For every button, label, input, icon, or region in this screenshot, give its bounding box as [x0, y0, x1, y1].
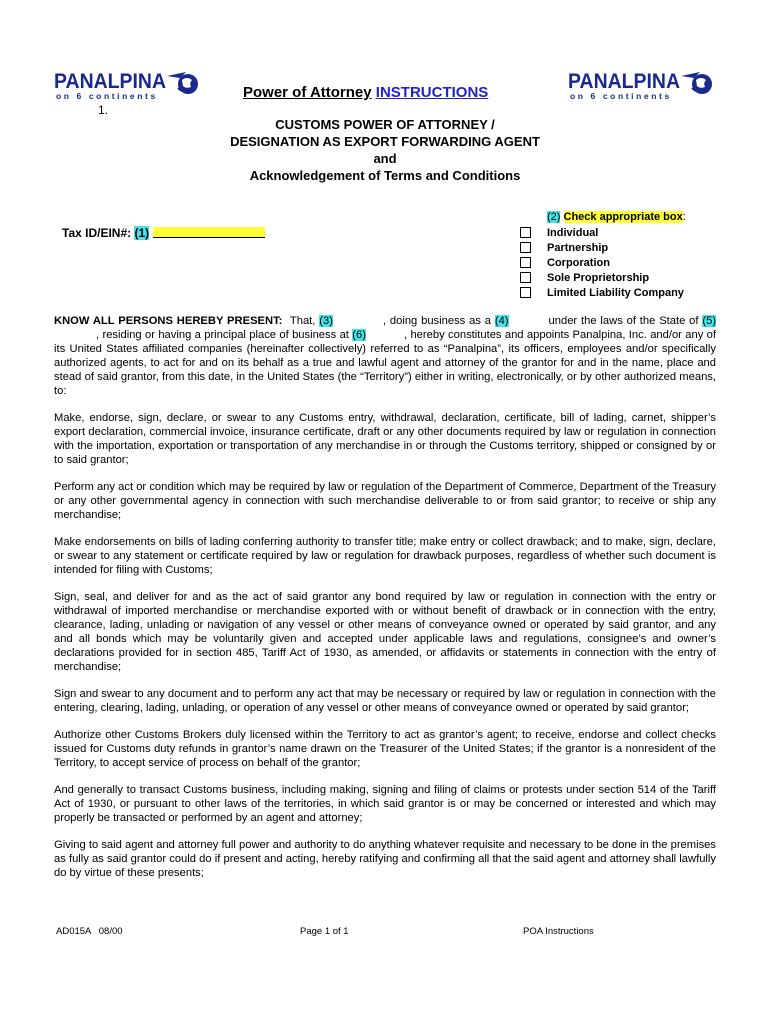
panalpina-logo-left [54, 66, 204, 106]
clause-paragraph: Make, endorse, sign, declare, or swear to any Customs entry, withdrawal, declaration, certificate, bill of lading, carnet, shipper’s export declaration, commercial invoice, insurance certificate, draft or any other documents required by law or regulation in connection with the importation, exportation or transportation of any merchandise in or through the Customs territory, shipped or consigned by or to said grantor; [54, 412, 716, 466]
footer-doc-name: POA Instructions [523, 926, 594, 937]
entity-option[interactable] [520, 240, 686, 255]
entity-type-box [520, 210, 686, 300]
address-marker: (6) [352, 329, 366, 341]
logo-tagline: on 6 continents [56, 91, 158, 101]
state-marker: (5) [702, 315, 717, 327]
entity-option-label: Sole Proprietorship [547, 271, 650, 284]
intro-paragraph [54, 314, 716, 398]
heading-line-3: and [373, 151, 397, 166]
clause-paragraph: Authorize other Customs Brokers duly licensed within the Territory to act as grantor’s agent; to receive, endorse and collect checks issued for Customs duty refunds in grantor’s name drawn on the Treasurer of the United States; if the grantor is a nonresident of the Territory, to accept service of process on behalf of the grantor; [54, 729, 716, 769]
checkbox[interactable] [520, 227, 531, 238]
intro-text: under the laws of the State of [548, 315, 699, 327]
checkbox[interactable] [520, 287, 531, 298]
intro-text: , doing business as a [382, 315, 491, 327]
section-number: 1. [98, 103, 109, 117]
name-marker: (3) [319, 315, 333, 327]
checkbox[interactable] [520, 257, 531, 268]
intro-lead: KNOW ALL PERSONS HEREBY PRESENT: [54, 315, 283, 327]
tax-id-label: Tax ID/EIN#: [62, 226, 132, 240]
clause-paragraph: Make endorsements on bills of lading conferring authority to transfer title; make entry or collect drawback; and to make, sign, declare, or swear to any statement or certificate required by law or regulation for drawback purposes, regardless of whether such document is intended for filing with Customs; [54, 536, 716, 576]
globe-arrow-icon [167, 72, 198, 94]
entity-option[interactable] [520, 285, 686, 300]
intro-text: That, [289, 315, 316, 327]
panalpina-logo-right [568, 66, 718, 106]
intro-text: , residing or having a principal place of business at [96, 329, 349, 341]
document-body [54, 314, 716, 893]
checkbox[interactable] [520, 272, 531, 283]
entity-option[interactable] [520, 225, 686, 240]
business-type-marker: (4) [494, 315, 509, 327]
logo-tagline: on 6 continents [570, 91, 672, 101]
entity-option-label: Limited Liability Company [547, 286, 684, 299]
entity-marker: (2) [547, 211, 561, 223]
checkbox[interactable] [520, 242, 531, 253]
clause-paragraph: Sign, seal, and deliver for and as the act of said grantor any bond required by law or regulation in connection with the entry or withdrawal of imported merchandise or merchandise exported with or without benefit of drawback or in connection with the entry, clearance, lading, unlading or navigation of any vessel or other means of conveyance owned or operated by said grantor, and any and all bonds which may be voluntarily given and accepted under applicable laws and regulations, consignee’s and owner’s declarations provided for in section 485, Tariff Act of 1930, as amended, or affidavits or statements in connection with the entry of merchandise; [54, 591, 716, 673]
globe-arrow-icon [681, 72, 712, 94]
entity-option-label: Corporation [547, 256, 610, 269]
entity-instruction: Check appropriate box [563, 211, 683, 223]
entity-option[interactable] [520, 255, 686, 270]
footer-form-code: AD015A 08/00 [56, 926, 123, 937]
title-instructions: INSTRUCTIONS [375, 84, 489, 101]
intro-text: , hereby constitutes and appoints Panalpina, Inc. and/or any of its United States affiliated companies (hereinafter collectively) referred to as “Panalpina”, its officers, employees and/or specifically authorized agents, to act for and on its behalf as a true and lawful agent and attorney of the grantor for and in the name, place and stead of said grantor, from this date, in the United States (the “Territory”) either in writing, electronically, or by other authorized means, to: [54, 329, 717, 397]
entity-option-label: Individual [547, 226, 599, 239]
clause-paragraph: And generally to transact Customs business, including making, signing and filing of claims or protests under section 514 of the Tariff Act of 1930, or pursuant to other laws of the territories, in which said grantor is or may be concerned or interested and which may properly be transacted or performed by an agent and attorney; [54, 784, 716, 824]
entity-type-header [547, 210, 686, 225]
title-main: Power of Attorney [243, 84, 372, 101]
tax-id-field [62, 226, 265, 240]
tax-id-marker: (1) [134, 226, 150, 240]
entity-option-label: Partnership [547, 241, 609, 254]
tax-id-input-line[interactable] [153, 227, 265, 238]
entity-instruction-colon: : [682, 211, 686, 223]
heading-line-4: Acknowledgement of Terms and Conditions [249, 168, 521, 183]
logo-brand: PANALPINA [54, 70, 166, 93]
heading-line-1: CUSTOMS POWER OF ATTORNEY / [275, 117, 495, 132]
clause-paragraph: Perform any act or condition which may be required by law or regulation of the Department of Commerce, Department of the Treasury or any other governmental agency in connection with such merchandise deliverable to or from said grantor; to receive or ship any merchandise; [54, 481, 716, 521]
page-title [243, 84, 488, 101]
footer-page-number: Page 1 of 1 [300, 926, 349, 937]
logo-brand: PANALPINA [568, 70, 680, 93]
clause-paragraph: Giving to said agent and attorney full power and authority to do anything whatever requisite and necessary to be done in the premises as fully as said grantor could do if present and acting, hereby ratifying and confirming all that the said agent and attorney shall lawfully do by virtue of these presents; [54, 839, 716, 879]
clause-paragraph: Sign and swear to any document and to perform any act that may be necessary or required by law or regulation in connection with the entering, clearing, lading, unlading, or operation of any vessel or other means of conveyance owned or operated by said grantor; [54, 688, 716, 714]
heading-line-2: DESIGNATION AS EXPORT FORWARDING AGENT [230, 134, 540, 149]
entity-option[interactable] [520, 270, 686, 285]
